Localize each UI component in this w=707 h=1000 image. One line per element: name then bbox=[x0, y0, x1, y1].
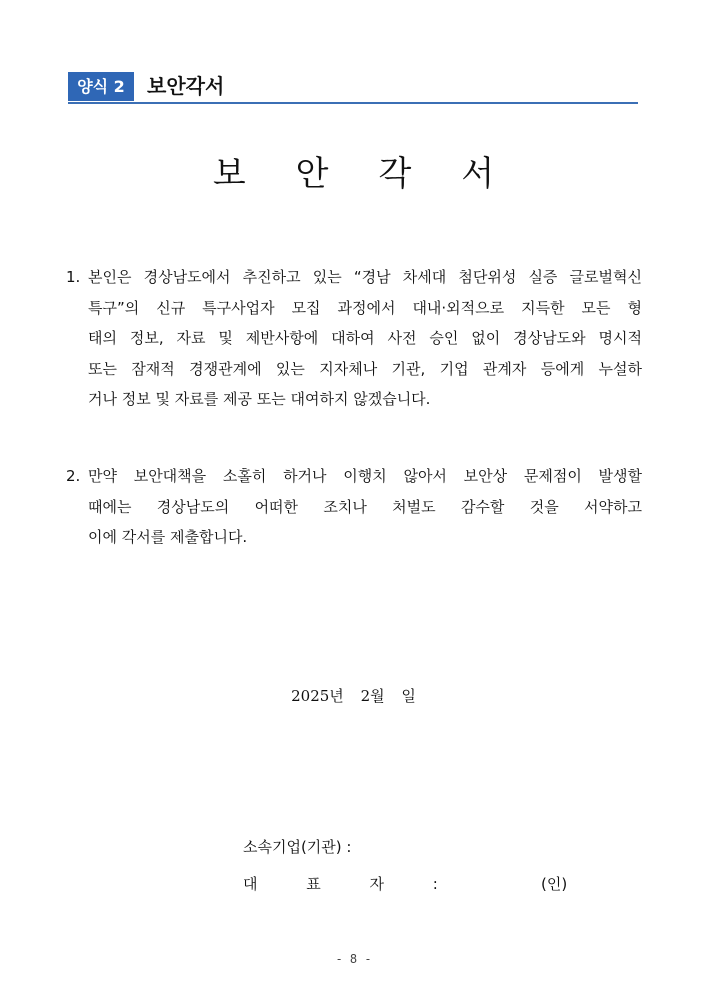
form-header bbox=[68, 69, 638, 104]
paragraph-2 bbox=[66, 461, 642, 553]
paragraph-line: 거나 정보 및 자료를 제공 또는 대여하지 않겠습니다. bbox=[88, 390, 431, 408]
paragraph-number: 1. bbox=[66, 268, 81, 286]
title-char: 보 bbox=[212, 154, 246, 194]
paragraph-line: 때에는 경상남도의 어떠한 조치나 처벌도 감수할 것을 서약하고 bbox=[88, 497, 642, 516]
paragraph-line: 본인은 경상남도에서 추진하고 있는 “경남 차세대 첨단위성 실증 글로벌혁신 bbox=[88, 268, 642, 286]
page-number: - 8 - bbox=[335, 952, 372, 966]
date-year: 2025년 bbox=[291, 687, 344, 705]
header-title: 보안각서 bbox=[147, 74, 225, 98]
document-title bbox=[0, 146, 707, 195]
title-char: 안 bbox=[295, 154, 329, 194]
form-badge: 양식 2 bbox=[68, 72, 134, 101]
date-month: 2월 bbox=[360, 687, 385, 705]
paragraph-line: 이에 각서를 제출합니다. bbox=[88, 528, 248, 546]
title-char: 서 bbox=[461, 154, 495, 194]
date-day: 일 bbox=[401, 687, 416, 705]
title-char: 각 bbox=[378, 154, 412, 194]
representative-label: 대 표 자 : bbox=[243, 875, 460, 893]
organization-label: 소속기업(기관) : bbox=[243, 838, 352, 856]
signing-date bbox=[0, 685, 707, 706]
paragraph-line: 만약 보안대책을 소홀히 하거나 이행치 않아서 보안상 문제점이 발생할 bbox=[88, 467, 642, 485]
seal-mark: (인) bbox=[541, 875, 568, 893]
paragraph-1 bbox=[66, 262, 642, 415]
paragraph-line: 태의 정보, 자료 및 제반사항에 대하여 사전 승인 없이 경상남도와 명시적 bbox=[88, 329, 642, 347]
paragraph-line: 특구”의 신규 특구사업자 모집 과정에서 대내·외적으로 지득한 모든 형 bbox=[88, 298, 642, 317]
paragraph-line: 또는 잠재적 경쟁관계에 있는 지자체나 기관, 기업 관계자 등에게 누설하 bbox=[88, 359, 642, 378]
paragraph-number: 2. bbox=[66, 467, 81, 485]
